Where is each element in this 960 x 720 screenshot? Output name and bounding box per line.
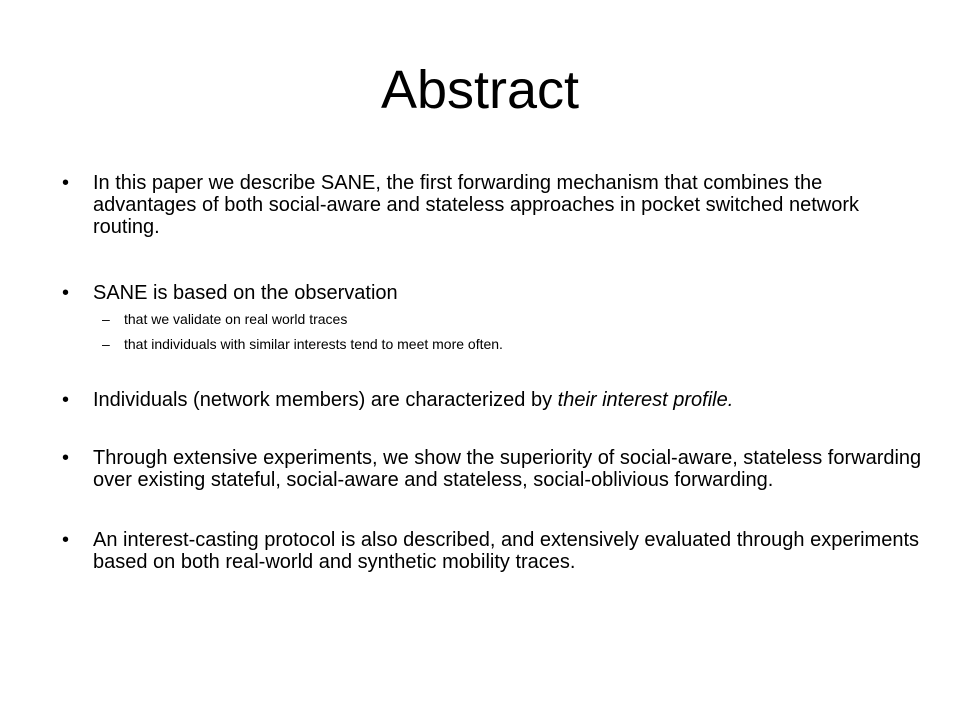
bullet-marker: • xyxy=(62,389,70,411)
sub-bullet-text: that we validate on real world traces xyxy=(124,311,348,327)
bullet-list xyxy=(62,172,922,573)
sub-bullet-marker: – xyxy=(102,311,110,327)
bullet-text: An interest-casting protocol is also described, and extensively evaluated through experiments based on both real-world and synthetic mobility traces. xyxy=(93,529,920,573)
slide-title: Abstract xyxy=(380,60,580,120)
sub-bullet-text: that individuals with similar interests tend to meet more often. xyxy=(124,336,503,352)
bullet-marker: • xyxy=(62,282,70,304)
bullet-marker: • xyxy=(62,172,70,194)
bullet-marker: • xyxy=(62,529,70,551)
bullet-text: Individuals (network members) are characterized by xyxy=(93,389,558,411)
bullet-item xyxy=(62,389,922,411)
bullet-marker: • xyxy=(62,447,70,469)
bullet-item xyxy=(62,529,922,573)
bullet-text: SANE is based on the observation xyxy=(93,282,398,304)
sub-bullet-item xyxy=(62,311,922,328)
bullet-item xyxy=(62,447,922,491)
sub-bullet-marker: – xyxy=(102,336,110,352)
sub-bullet-item xyxy=(62,336,922,353)
sub-bullet-list xyxy=(62,311,922,353)
bullet-item xyxy=(62,172,922,238)
bullet-text: Through extensive experiments, we show the superiority of social-aware, stateless forwarding over existing stateful, social-aware and stateless, social-oblivious forwarding. xyxy=(93,447,922,491)
bullet-emphasis: their interest profile. xyxy=(557,389,734,411)
bullet-item xyxy=(62,282,922,304)
bullet-text: In this paper we describe SANE, the first forwarding mechanism that combines the advantages of both social-aware and stateless approaches in pocket switched network routing. xyxy=(93,172,860,238)
